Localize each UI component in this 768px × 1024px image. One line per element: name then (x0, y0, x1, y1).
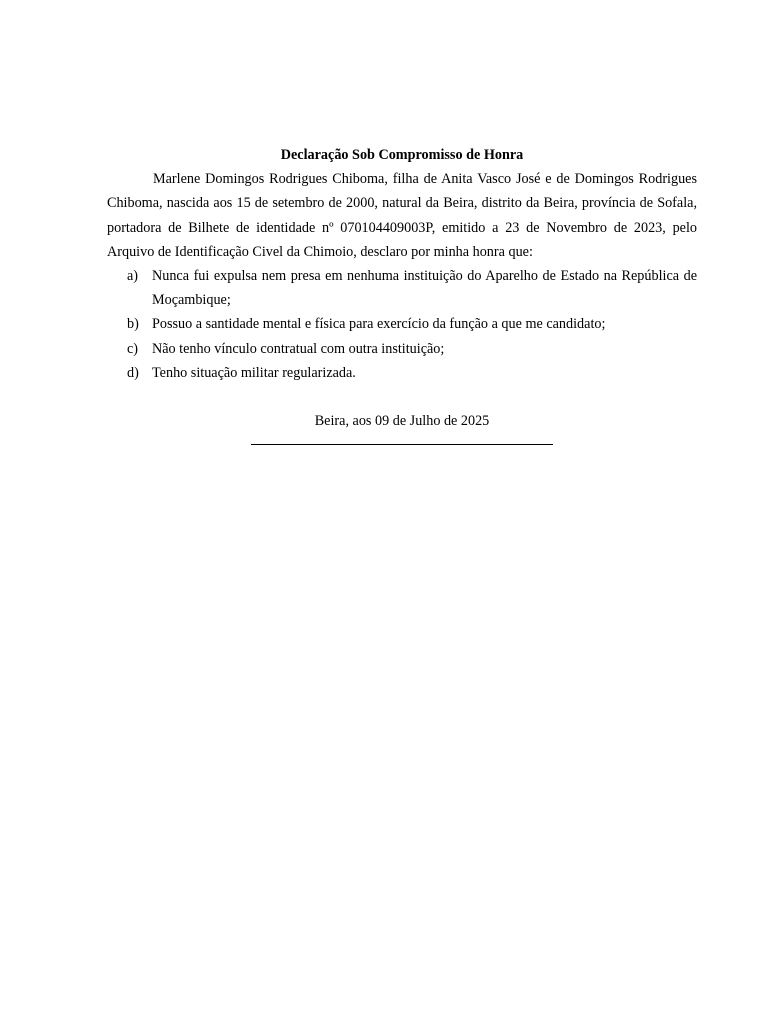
list-marker: a) (127, 268, 139, 285)
list-item (107, 264, 697, 312)
place-date: Beira, aos 09 de Julho de 2025 (314, 413, 490, 430)
spacer (107, 385, 697, 409)
list-item (107, 361, 697, 385)
list-item-text: Não tenho vínculo contratual com outra instituição; (152, 340, 445, 357)
document-content (107, 143, 697, 445)
list-marker: c) (127, 340, 139, 357)
document-title: Declaração Sob Compromisso de Honra (280, 147, 524, 163)
list-item-text: Tenho situação militar regularizada. (152, 364, 356, 381)
list-item (107, 337, 697, 361)
list-item-text: Possuo a santidade mental e física para exercício da função a que me candidato; (152, 316, 606, 333)
declaration-body: Marlene Domingos Rodrigues Chiboma, filha de Anita Vasco José e de Domingos Rodrigues Chiboma, nascida aos 15 de setembro de 2000, natural da Beira, distrito da Beira, província de Sofala, portadora de Bilhete de identidade nº 070104409003P, emitido a 23 de Novembro de 2023, pelo Arquivo de Identificação Civel da Chimoio, desclaro por minha honra que: (107, 171, 697, 260)
list-marker: d) (127, 364, 139, 381)
list-item (107, 312, 697, 336)
list-marker: b) (127, 316, 139, 333)
declaration-list (107, 264, 697, 385)
list-item-text: Nunca fui expulsa nem presa em nenhuma instituição do Aparelho de Estado na República de Moçambique; (152, 268, 697, 309)
